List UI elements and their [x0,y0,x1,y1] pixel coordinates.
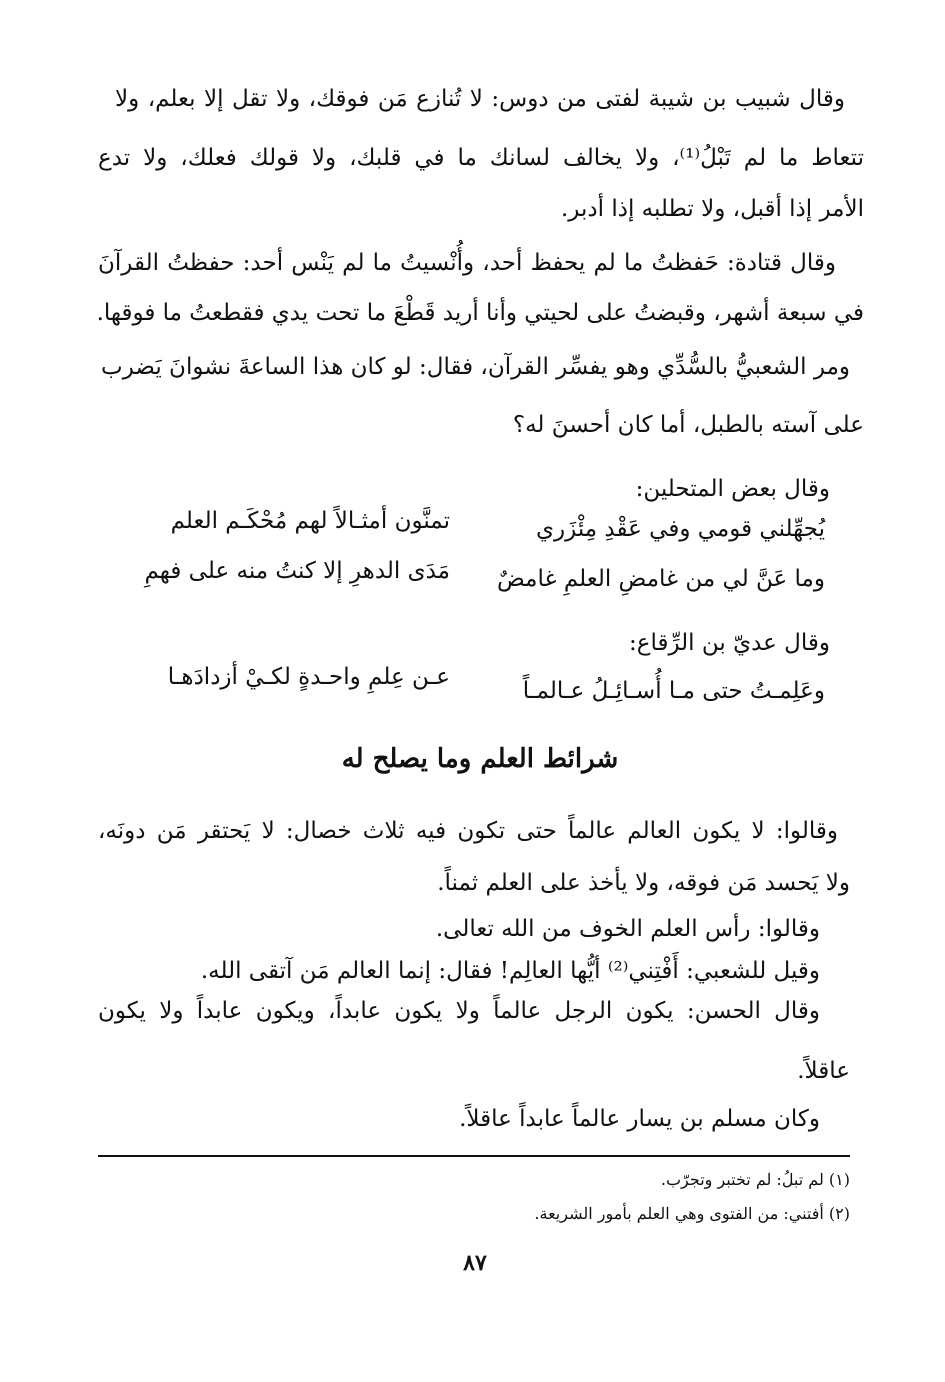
text-line: وقيل للشعبي: أَفْتِني⁽²⁾ أيُّها العالِم! فقال: إنما العالم مَن آتقى الله. [200,958,820,984]
text-line: وقالوا: لا يكون العالم عالماً حتى تكون فيه ثلاث خصال: لا يَحتقر مَن دونَه، [98,818,838,844]
section-heading: شرائط العلم وما يصلح له [341,744,619,774]
verse-hemistich-right: وما عَنَّ لي من غامضِ العلمِ غامضٌ [496,566,825,592]
text-line: ولا يَحسد مَن فوقه، ولا يأخذ على العلم ثمناً. [437,870,850,896]
verse-hemistich-right: وعَلِمـتُ حتى مـا أُسـائِـلُ عـالمـاً [522,678,825,704]
footnote: (٢) أفتني: من الفتوى وهي العلم بأمور الشريعة. [534,1204,850,1223]
text-line: وقالوا: رأس العلم الخوف من الله تعالى. [435,916,820,942]
text-line: الأمر إذا أقبل، ولا تطلبه إذا أدبر. [560,196,864,222]
poem-intro: وقال بعض المتحلين: [635,476,830,502]
verse-hemistich-left: عـن عِلمِ واحـدةٍ لكـيْ أزدادَهـا [167,664,450,690]
text-line: وكان مسلم بن يسار عالماً عابداً عاقلاً. [459,1106,820,1132]
text-line: تتعاط ما لم تَبْلُ⁽¹⁾، ولا يخالف لسانك ما في قلبك، ولا قولك فعلك، ولا تدع [98,145,864,171]
verse-hemistich-right: يُجهِّلني قومي وفي عَقْدِ مِئْزَري [536,516,825,542]
text-line: عاقلاً. [797,1058,850,1084]
verse-hemistich-left: مَدَى الدهرِ إلا كنتُ منه على فهمِ [144,558,450,584]
verse-hemistich-left: تمنَّون أمثـالاً لهم مُحْكَـم العلم [170,508,450,534]
footnote: (١) لم تبلُ: لم تختبر وتجرّب. [660,1170,850,1189]
text-line: ومر الشعبيُّ بالسُّدِّي وهو يفسِّر القرآن، فقال: لو كان هذا الساعةَ نشوانَ يَضرب [101,354,850,380]
text-line: وقال الحسن: يكون الرجل عالماً ولا يكون عابداً، ويكون عابداً ولا يكون [98,998,820,1024]
footnote-divider [98,1155,850,1157]
poem-intro: وقال عديّ بن الرِّقاع: [628,630,830,656]
text-line: في سبعة أشهر، وقبضتُ على لحيتي وأنا أريد قَطْعَ ما تحت يدي فقطعتُ ما فوقها. [96,300,864,326]
text-line: على آسته بالطبل، أما كان أحسنَ له؟ [512,412,864,438]
page-number: ٨٧ [463,1250,487,1276]
text-line: وقال قتادة: حَفظتُ ما لم يحفظ أحد، وأُنْسيتُ ما لم يَنْس أحد: حفظتُ القرآنَ [98,250,836,276]
text-line: وقال شبيب بن شيبة لفتى من دوس: لا تُنازع مَن فوقك، ولا تقل إلا بعلم، ولا [115,86,845,112]
